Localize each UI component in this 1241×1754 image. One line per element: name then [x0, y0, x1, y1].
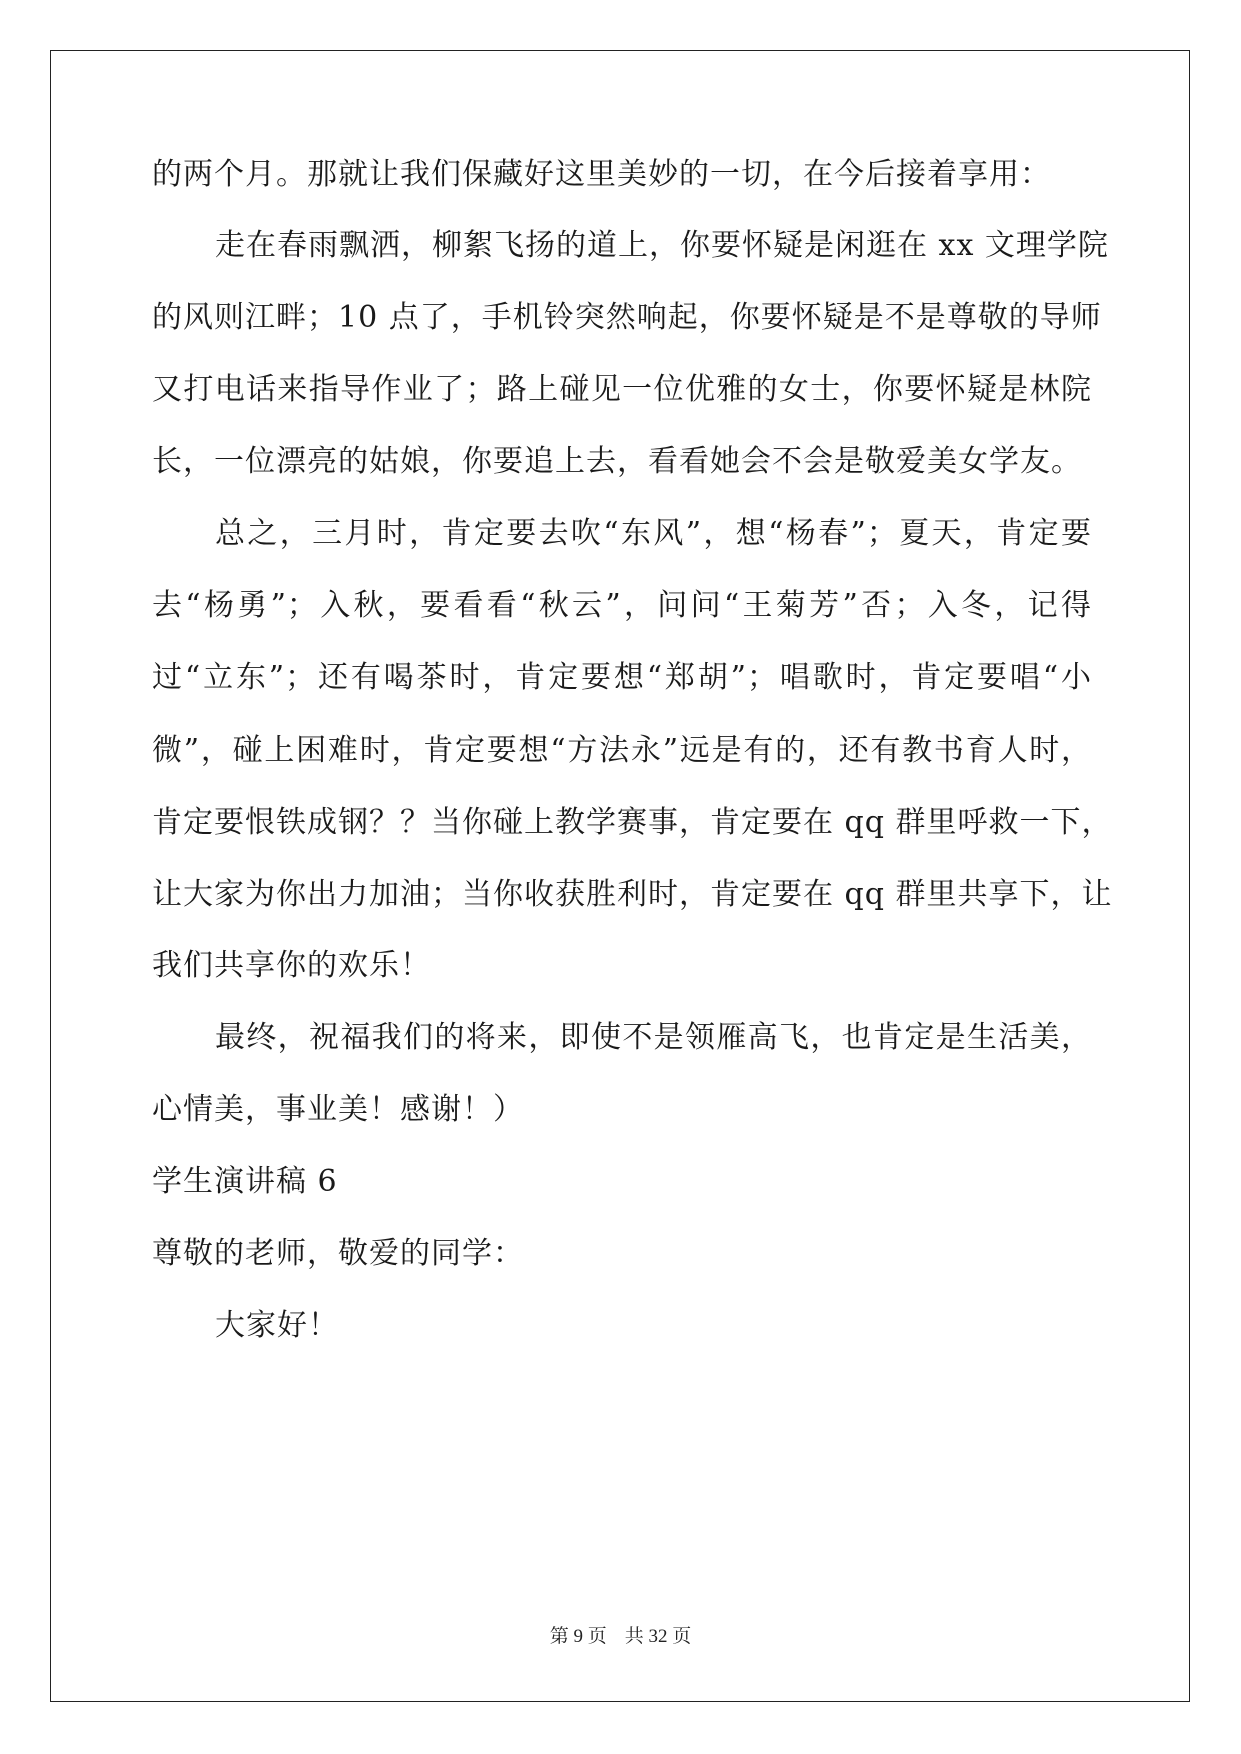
body-line: 微”，碰上困难时，肯定要想“方法永”远是有的，还有教书育人时， — [152, 733, 1092, 768]
page-footer — [0, 1625, 1241, 1649]
body-line: 又打电话来指导作业了；路上碰见一位优雅的女士，你要怀疑是林院 — [152, 372, 1092, 407]
body-line: 肯定要恨铁成钢？？当你碰上教学赛事，肯定要在 qq 群里呼救一下， — [152, 805, 1113, 840]
body-line: 过“立东”；还有喝茶时，肯定要想“郑胡”；唱歌时，肯定要唱“小 — [152, 660, 1092, 695]
page-number: 第 9 页 — [549, 1626, 607, 1647]
body-line: 让大家为你出力加油；当你收获胜利时，肯定要在 qq 群里共享下，让 — [152, 877, 1113, 912]
page-total: 共 32 页 — [624, 1626, 692, 1647]
body-line: 去“杨勇”；入秋，要看看“秋云”，问问“王菊芳”否；入冬，记得 — [152, 588, 1092, 623]
body-line: 心情美，事业美！感谢！） — [152, 1092, 524, 1127]
body-line: 总之，三月时，肯定要去吹“东风”，想“杨春”；夏天，肯定要 — [215, 516, 1092, 551]
greeting: 大家好！ — [215, 1308, 339, 1343]
body-line: 的风则江畔；10 点了，手机铃突然响起，你要怀疑是不是尊敬的导师 — [152, 300, 1102, 335]
body-line: 的两个月。那就让我们保藏好这里美妙的一切，在今后接着享用： — [152, 157, 1051, 192]
body-line: 长，一位漂亮的姑娘，你要追上去，看看她会不会是敬爱美女学友。 — [152, 444, 1082, 479]
body-line: 走在春雨飘洒，柳絮飞扬的道上，你要怀疑是闲逛在 xx 文理学院 — [215, 228, 1109, 263]
body-line: 我们共享你的欢乐！ — [152, 948, 431, 983]
body-line: 最终，祝福我们的将来，即使不是领雁高飞，也肯定是生活美， — [215, 1020, 1092, 1055]
salutation: 尊敬的老师，敬爱的同学： — [152, 1236, 524, 1271]
section-heading: 学生演讲稿 6 — [152, 1164, 338, 1199]
